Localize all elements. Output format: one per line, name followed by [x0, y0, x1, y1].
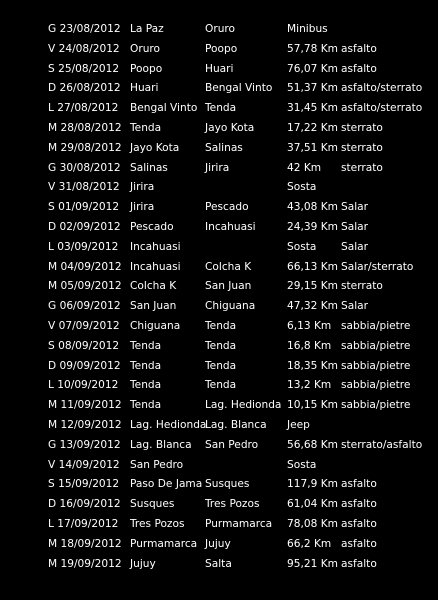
origin: Lag. Blanca: [130, 438, 192, 451]
road-surface: sabbia/pietre: [341, 399, 411, 412]
road-surface: Salar: [341, 240, 369, 253]
day-date: G 13/09/2012: [48, 438, 121, 451]
road-surface: asfalto: [341, 498, 377, 511]
itinerary-row: [0, 357, 438, 377]
distance: 31,45 Km: [287, 102, 338, 115]
road-surface: Salar: [341, 300, 369, 313]
destination: Jayo Kota: [205, 121, 255, 134]
origin: Jirira: [130, 181, 155, 194]
origin: Lag. Hedionda: [130, 418, 207, 431]
destination: Jirira: [205, 161, 230, 174]
day-date: D 16/09/2012: [48, 498, 121, 511]
distance: 117,9 Km: [287, 478, 338, 491]
road-surface: asfalto: [341, 517, 377, 530]
distance: 16,8 Km: [287, 339, 332, 352]
day-date: M 12/09/2012: [48, 418, 122, 431]
road-surface: sterrato/asfalto: [341, 438, 423, 451]
itinerary-row: [0, 198, 438, 218]
destination: Tres Pozos: [205, 498, 260, 511]
itinerary-row: [0, 297, 438, 317]
road-surface: sabbia/pietre: [341, 359, 411, 372]
itinerary-row: [0, 277, 438, 297]
origin: Pescado: [130, 220, 174, 233]
distance: 18,35 Km: [287, 359, 338, 372]
itinerary-row: [0, 159, 438, 179]
day-date: D 02/09/2012: [48, 220, 121, 233]
distance: 66,2 Km: [287, 537, 332, 550]
road-surface: sterrato: [341, 161, 383, 174]
destination: Tenda: [205, 379, 237, 392]
day-date: L 17/09/2012: [48, 517, 119, 530]
distance: 61,04 Km: [287, 498, 338, 511]
day-date: S 25/08/2012: [48, 62, 120, 75]
day-date: S 08/09/2012: [48, 339, 120, 352]
destination: Tenda: [205, 359, 237, 372]
origin: San Pedro: [130, 458, 184, 471]
origin: Jayo Kota: [130, 141, 180, 154]
road-surface: asfalto: [341, 537, 377, 550]
day-date: G 06/09/2012: [48, 300, 121, 313]
day-date: V 14/09/2012: [48, 458, 120, 471]
destination: Bengal Vinto: [205, 82, 273, 95]
destination: Huari: [205, 62, 234, 75]
day-date: V 24/08/2012: [48, 42, 120, 55]
day-date: L 10/09/2012: [48, 379, 119, 392]
origin: Colcha K: [130, 280, 177, 293]
itinerary-row: [0, 258, 438, 278]
origin: Incahuasi: [130, 260, 181, 273]
road-surface: asfalto: [341, 42, 377, 55]
origin: Purmamarca: [130, 537, 198, 550]
origin: Bengal Vinto: [130, 102, 198, 115]
road-surface: asfalto/sterrato: [341, 82, 423, 95]
origin: Tres Pozos: [130, 517, 185, 530]
distance: 13,2 Km: [287, 379, 332, 392]
origin: Tenda: [130, 359, 162, 372]
itinerary-row: [0, 376, 438, 396]
itinerary-row: [0, 535, 438, 555]
road-surface: sabbia/pietre: [341, 379, 411, 392]
itinerary-row: [0, 238, 438, 258]
distance: Sosta: [287, 240, 317, 253]
distance: 51,37 Km: [287, 82, 338, 95]
origin: Salinas: [130, 161, 168, 174]
itinerary-row: [0, 495, 438, 515]
destination: San Juan: [205, 280, 252, 293]
destination: Poopo: [205, 42, 238, 55]
distance: Sosta: [287, 181, 317, 194]
destination: Tenda: [205, 102, 237, 115]
itinerary-table: [0, 20, 438, 574]
itinerary-row: [0, 456, 438, 476]
road-surface: sabbia/pietre: [341, 319, 411, 332]
itinerary-row: [0, 515, 438, 535]
road-surface: asfalto: [341, 557, 377, 570]
road-surface: sabbia/pietre: [341, 339, 411, 352]
road-surface: sterrato: [341, 280, 383, 293]
day-date: V 31/08/2012: [48, 181, 120, 194]
destination: Chiguana: [205, 300, 256, 313]
origin: La Paz: [130, 23, 164, 35]
origin: San Juan: [130, 300, 177, 313]
day-date: M 18/09/2012: [48, 537, 122, 550]
destination: Lag. Blanca: [205, 418, 267, 431]
distance: 56,68 Km: [287, 438, 338, 451]
distance: 78,08 Km: [287, 517, 338, 530]
distance: 24,39 Km: [287, 220, 338, 233]
day-date: L 03/09/2012: [48, 240, 119, 253]
destination: Colcha K: [205, 260, 252, 273]
destination: Pescado: [205, 201, 249, 214]
day-date: G 23/08/2012: [48, 23, 121, 35]
itinerary-row: [0, 337, 438, 357]
day-date: M 19/09/2012: [48, 557, 122, 570]
origin: Chiguana: [130, 319, 181, 332]
day-date: V 07/09/2012: [48, 319, 120, 332]
origin: Jujuy: [130, 557, 156, 570]
distance: Jeep: [287, 418, 310, 431]
day-date: L 27/08/2012: [48, 102, 119, 115]
itinerary-row: [0, 416, 438, 436]
destination: Salinas: [205, 141, 243, 154]
road-surface: asfalto: [341, 478, 377, 491]
road-surface: Salar: [341, 201, 369, 214]
itinerary-row: [0, 60, 438, 80]
origin: Paso De Jama: [130, 478, 203, 491]
destination: Purmamarca: [205, 517, 273, 530]
day-date: M 28/08/2012: [48, 121, 122, 134]
day-date: M 11/09/2012: [48, 399, 122, 412]
destination: San Pedro: [205, 438, 259, 451]
itinerary-row: [0, 555, 438, 575]
distance: 37,51 Km: [287, 141, 338, 154]
day-date: S 01/09/2012: [48, 201, 120, 214]
origin: Tenda: [130, 121, 162, 134]
origin: Jirira: [130, 201, 155, 214]
road-surface: Salar: [341, 220, 369, 233]
distance: 66,13 Km: [287, 260, 338, 273]
destination: Tenda: [205, 339, 237, 352]
itinerary-row: [0, 396, 438, 416]
distance: 17,22 Km: [287, 121, 338, 134]
destination: Lag. Hedionda: [205, 399, 282, 412]
itinerary-row: [0, 436, 438, 456]
road-surface: asfalto/sterrato: [341, 102, 423, 115]
road-surface: asfalto: [341, 62, 377, 75]
distance: Sosta: [287, 458, 317, 471]
distance: 76,07 Km: [287, 62, 338, 75]
itinerary-row: [0, 139, 438, 159]
distance: 42 Km: [287, 161, 322, 174]
itinerary-row: [0, 317, 438, 337]
origin: Incahuasi: [130, 240, 181, 253]
itinerary-row: [0, 475, 438, 495]
road-surface: Salar/sterrato: [341, 260, 414, 273]
origin: Oruro: [130, 42, 161, 55]
itinerary-row: [0, 99, 438, 119]
distance: 95,21 Km: [287, 557, 338, 570]
itinerary-row: [0, 79, 438, 99]
origin: Tenda: [130, 399, 162, 412]
itinerary-row: [0, 178, 438, 198]
road-surface: sterrato: [341, 121, 383, 134]
day-date: M 05/09/2012: [48, 280, 122, 293]
origin: Tenda: [130, 379, 162, 392]
road-surface: sterrato: [341, 141, 383, 154]
origin: Tenda: [130, 339, 162, 352]
destination: Tenda: [205, 319, 237, 332]
destination: Oruro: [205, 23, 236, 35]
destination: Susques: [205, 478, 250, 491]
destination: Salta: [205, 557, 232, 570]
distance: Minibus: [287, 23, 328, 35]
origin: Poopo: [130, 62, 163, 75]
day-date: G 30/08/2012: [48, 161, 121, 174]
distance: 6,13 Km: [287, 319, 332, 332]
day-date: D 09/09/2012: [48, 359, 121, 372]
itinerary-row: [0, 119, 438, 139]
day-date: M 29/08/2012: [48, 141, 122, 154]
day-date: D 26/08/2012: [48, 82, 121, 95]
origin: Huari: [130, 82, 159, 95]
day-date: S 15/09/2012: [48, 478, 120, 491]
itinerary-row: [0, 20, 438, 40]
distance: 57,78 Km: [287, 42, 338, 55]
itinerary-row: [0, 218, 438, 238]
destination: Incahuasi: [205, 220, 256, 233]
itinerary-row: [0, 40, 438, 60]
day-date: M 04/09/2012: [48, 260, 122, 273]
distance: 47,32 Km: [287, 300, 338, 313]
distance: 43,08 Km: [287, 201, 338, 214]
origin: Susques: [130, 498, 175, 511]
distance: 10,15 Km: [287, 399, 338, 412]
distance: 29,15 Km: [287, 280, 338, 293]
destination: Jujuy: [205, 537, 231, 550]
